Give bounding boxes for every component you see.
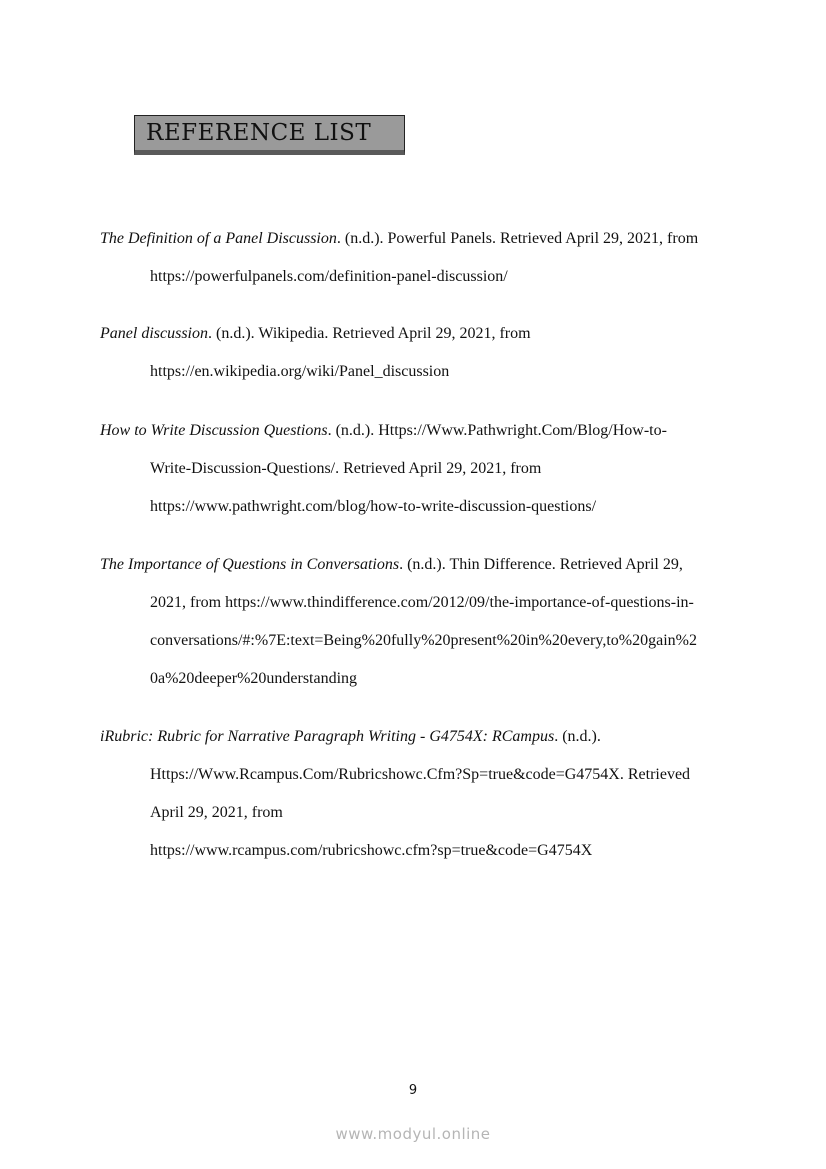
reference-details: . (n.d.). Https://Www.Pathwright.Com/Blog/How-to- [327, 422, 667, 439]
reference-continuation-line: https://www.pathwright.com/blog/how-to-write-discussion-questions/ [150, 498, 597, 515]
reference-first-line [100, 324, 531, 344]
reference-continuation-line: 2021, from https://www.thindifference.com/2012/09/the-importance-of-questions-in- [150, 594, 694, 611]
reference-list-heading [134, 115, 405, 155]
watermark: www.modyul.online [335, 1125, 491, 1143]
reference-continuation-line: https://en.wikipedia.org/wiki/Panel_discussion [150, 363, 450, 380]
reference-details: . (n.d.). Powerful Panels. Retrieved April 29, 2021, from [336, 230, 699, 247]
reference-continuation-line: https://www.rcampus.com/rubricshowc.cfm?sp=true&code=G4754X [150, 842, 593, 859]
page-number: 9 [408, 1083, 418, 1098]
reference-continuation-line: Https://Www.Rcampus.Com/Rubricshowc.Cfm?Sp=true&code=G4754X. Retrieved [150, 766, 691, 783]
reference-details: . (n.d.). Thin Difference. Retrieved April 29, [399, 556, 683, 573]
reference-details: . (n.d.). [554, 728, 601, 745]
reference-first-line [100, 555, 683, 575]
reference-title: Panel discussion [100, 325, 208, 342]
heading-text: REFERENCE LIST [146, 120, 372, 146]
reference-first-line [100, 229, 698, 249]
reference-continuation-line: https://powerfulpanels.com/definition-panel-discussion/ [150, 268, 508, 285]
reference-continuation-line: Write-Discussion-Questions/. Retrieved April 29, 2021, from [150, 460, 542, 477]
reference-continuation-line: conversations/#:%7E:text=Being%20fully%20present%20in%20every,to%20gain%2 [150, 632, 697, 649]
reference-first-line [100, 727, 601, 747]
reference-title: How to Write Discussion Questions [100, 422, 328, 439]
reference-first-line [100, 421, 667, 441]
reference-continuation-line: 0a%20deeper%20understanding [150, 670, 358, 687]
reference-continuation-line: April 29, 2021, from [150, 804, 283, 821]
reference-details: . (n.d.). Wikipedia. Retrieved April 29, 2021, from [208, 325, 531, 342]
reference-title: The Definition of a Panel Discussion [100, 230, 337, 247]
reference-title: iRubric: Rubric for Narrative Paragraph Writing - G4754X: RCampus [100, 728, 555, 745]
reference-title: The Importance of Questions in Conversations [100, 556, 400, 573]
